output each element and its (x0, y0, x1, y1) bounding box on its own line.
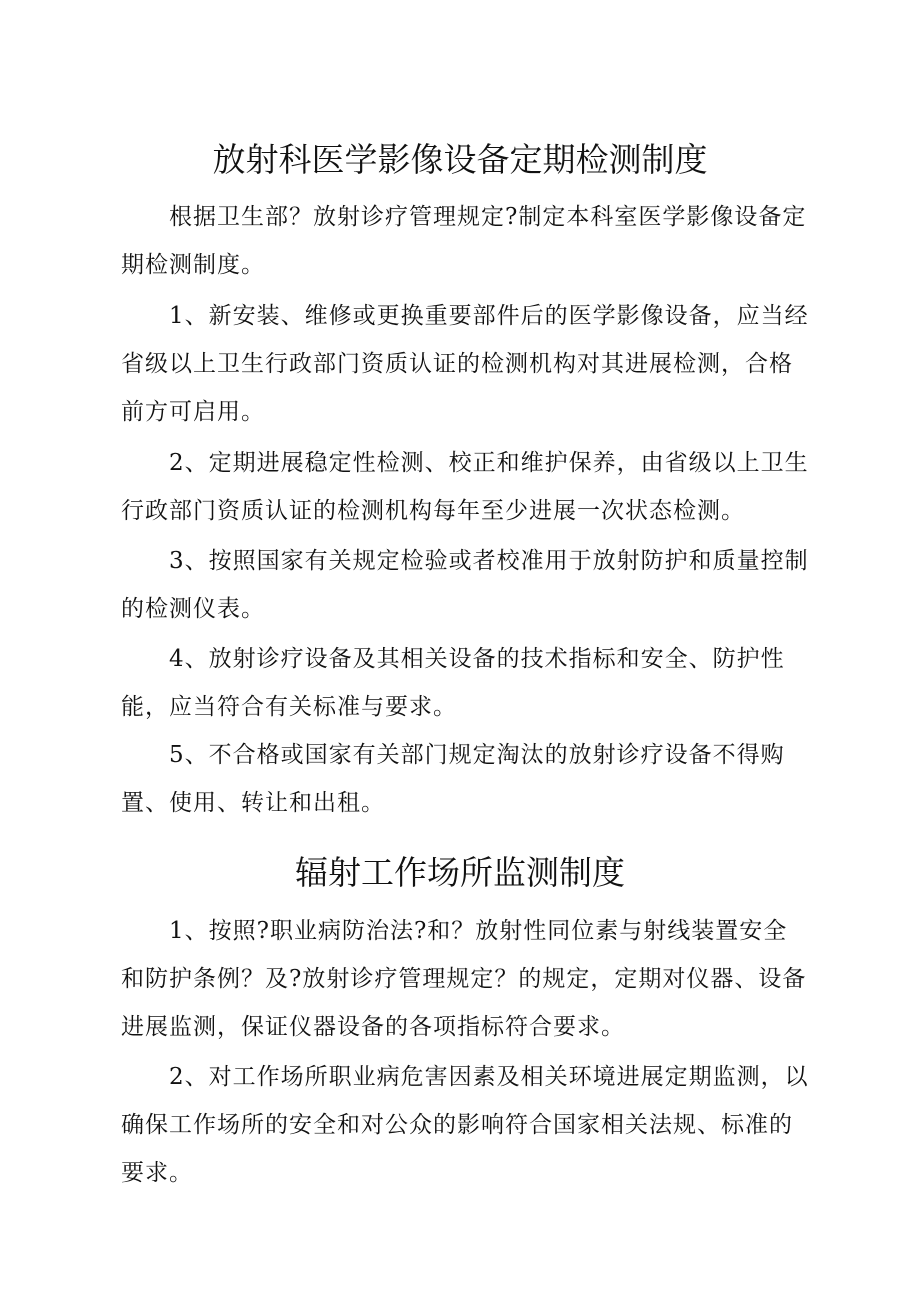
monitoring-clause-2-paragraph: 2、对工作场所职业病危害因素及相关环境进展定期监测，以确保工作场所的安全和对公众的影响符合国家相关法规、标准的要求。 (121, 1064, 809, 1186)
monitoring-clause-1-paragraph: 1、按照?职业病防治法?和？放射性同位素与射线装置安全和防护条例？及?放射诊疗管理规定？的规定，定期对仪器、设备进展监测，保证仪器设备的各项指标符合要求。 (121, 918, 807, 1040)
clause-5-paragraph: 5、不合格或国家有关部门规定淘汰的放射诊疗设备不得购置、使用、转让和出租。 (121, 742, 785, 816)
intro-paragraph: 根据卫生部？放射诊疗管理规定?制定本科室医学影像设备定期检测制度。 (121, 204, 807, 278)
document-title-workplace-monitoring: 辐射工作场所监测制度 (295, 853, 625, 892)
clause-3-paragraph: 3、按照国家有关规定检验或者校准用于放射防护和质量控制的检测仪表。 (121, 548, 809, 622)
clause-1-paragraph: 1、新安装、维修或更换重要部件后的医学影像设备，应当经省级以上卫生行政部门资质认证的检测机构对其进展检测，合格前方可启用。 (121, 303, 809, 425)
clause-2-paragraph: 2、定期进展稳定性检测、校正和维护保养，由省级以上卫生行政部门资质认证的检测机构每年至少进展一次状态检测。 (121, 450, 809, 524)
document-title-equipment-testing: 放射科医学影像设备定期检测制度 (212, 140, 708, 179)
clause-4-paragraph: 4、放射诊疗设备及其相关设备的技术指标和安全、防护性能，应当符合有关标准与要求。 (121, 646, 785, 720)
